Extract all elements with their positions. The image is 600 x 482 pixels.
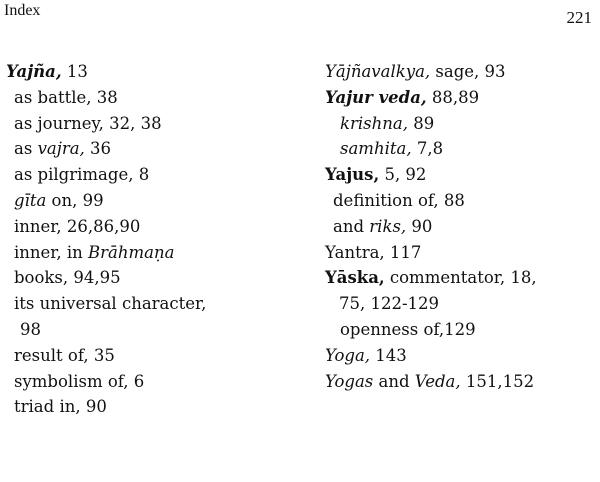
index-entry <box>6 136 206 162</box>
index-entry-text: Yoga, <box>325 345 371 365</box>
index-entry-text: gīta <box>14 190 47 210</box>
index-entry-text: as journey, 32, 38 <box>14 113 162 133</box>
index-entry-text: 88,89 <box>426 87 480 107</box>
index-entry-text: Veda, <box>414 371 461 391</box>
index-entry-text: books, 94,95 <box>14 268 121 288</box>
page-number: 221 <box>566 8 592 27</box>
index-entry <box>325 214 537 240</box>
index-entry-text: triad in, 90 <box>14 397 107 417</box>
index-entry-text: 143 <box>370 345 407 365</box>
index-entry-text: Yajña, <box>6 62 62 81</box>
index-entry-text: commentator, 18, <box>384 268 537 288</box>
index-entry-text: Yajur veda, <box>325 87 427 107</box>
index-entry-text: Brāhmaṇa <box>88 242 175 262</box>
index-entry <box>6 162 206 188</box>
index-entry <box>6 291 206 317</box>
index-entry-text: 90 <box>406 216 433 236</box>
index-entry <box>325 111 537 137</box>
index-entry <box>325 188 537 214</box>
index-column-left <box>6 59 206 420</box>
index-entry <box>325 85 537 111</box>
index-entry-text: Yājñavalkya, <box>325 62 431 81</box>
index-entry-text: on, 99 <box>46 190 104 210</box>
index-entry-text: as battle, 38 <box>14 87 118 107</box>
index-entry-text: riks, <box>369 216 407 236</box>
index-entry <box>6 343 206 369</box>
index-entry-text: 5, 92 <box>379 165 427 185</box>
index-entry-text: sage, 93 <box>430 62 506 81</box>
index-entry-text: Yantra, 117 <box>325 242 422 262</box>
index-entry-text: inner, 26,86,90 <box>14 216 141 236</box>
index-entry <box>325 240 537 266</box>
index-entry-text: symbolism of, 6 <box>14 371 145 391</box>
index-entry <box>6 111 206 137</box>
index-entry-text: 36 <box>84 139 112 159</box>
index-entry <box>325 136 537 162</box>
index-entry-text: inner, in <box>14 242 89 262</box>
index-entry-text: Yogas <box>325 371 374 391</box>
index-entry-text: definition of, 88 <box>333 190 465 210</box>
index-entry-text: krishna, <box>340 113 408 133</box>
index-entry <box>325 291 537 317</box>
index-entry-text: its universal character, <box>14 294 207 314</box>
index-entry <box>325 343 537 369</box>
index-entry <box>6 317 206 343</box>
index-entry-text: and <box>373 371 415 391</box>
index-entry <box>325 369 537 395</box>
index-entry-text: as pilgrimage, 8 <box>14 165 150 185</box>
index-entry-text: Yāska, <box>325 268 385 288</box>
index-entry-text: openness of,129 <box>340 319 476 339</box>
index-column-right <box>325 59 537 394</box>
index-entry-text: 89 <box>407 113 435 133</box>
index-entry-text: 75, 122-129 <box>339 294 440 314</box>
index-entry-text: vajra, <box>37 139 85 159</box>
index-entry <box>6 59 206 85</box>
running-head: Index <box>4 2 41 19</box>
index-entry-text: and <box>333 216 370 236</box>
index-entry <box>6 188 206 214</box>
index-entry-text: Yajus, <box>325 165 380 185</box>
index-entry <box>6 85 206 111</box>
index-entry <box>325 317 537 343</box>
index-entry-text: as <box>14 139 38 159</box>
index-entry-text: 98 <box>20 319 41 339</box>
index-entry <box>6 369 206 395</box>
index-entry <box>325 265 537 291</box>
index-entry-text: 13 <box>61 62 88 81</box>
index-entry <box>6 265 206 291</box>
index-entry-text: result of, 35 <box>14 345 115 365</box>
index-entry <box>325 162 537 188</box>
index-entry-text: 151,152 <box>460 371 535 391</box>
index-entry-text: samhita, <box>340 139 412 159</box>
index-entry <box>325 59 537 85</box>
index-entry <box>6 394 206 420</box>
index-entry-text: 7,8 <box>411 139 444 159</box>
index-entry <box>6 214 206 240</box>
index-entry <box>6 240 206 266</box>
